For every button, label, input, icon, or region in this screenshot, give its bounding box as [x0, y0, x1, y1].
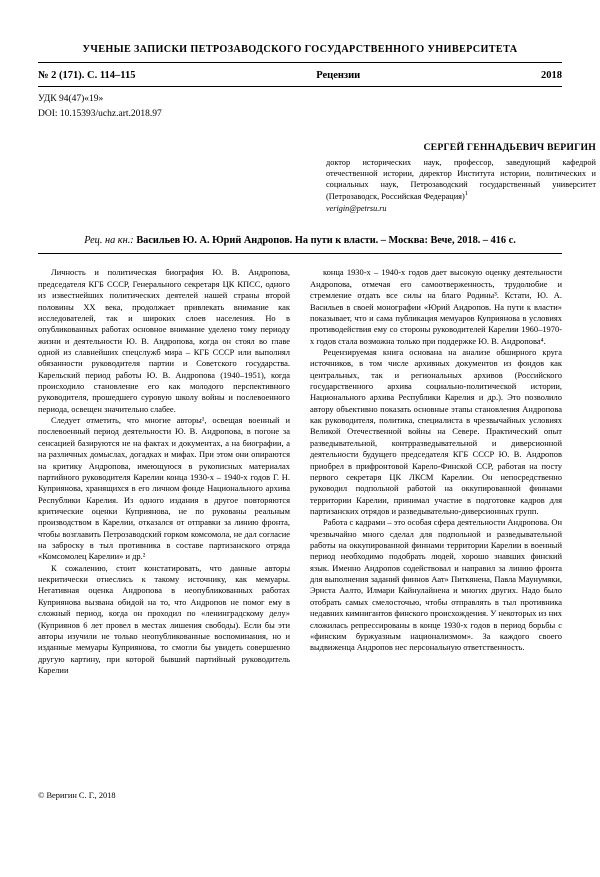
- udk-code: УДК 94(47)«19»: [38, 94, 104, 104]
- identifiers-block: [38, 93, 562, 122]
- doi-code[interactable]: DOI: 10.15393/uchz.art.2018.97: [38, 108, 162, 119]
- body-paragraph: Следует отметить, что многие авторы¹, освещая военный и послевоенный период деятельности Ю. В. Андропова, в погоне за сенсацией базируются не на фактах и документах, а на биографии, а на различных домыслах, догадках и мифах. При этом они опираются на критику Андропова, имеющуюся в рукописных материалах партийного руководителя Карелии конца 1930-х – 1940-х годов Г. Н. Куприянова, хранящихся в его личном фонде Национального архива Республики Карелия. Из одного издания в другое повторяются критические оценки Куприянова, не по рукованы реальным производством в Карелии, отказался от отправки за линию фронта, чтобы возглавить Петрозаводский горком комсомола, не дал согласие на заброску в тыл противника в составе партизанского отряда «Комсомолец Карелии» и др.²: [38, 415, 290, 562]
- journal-title: УЧЕНЫЕ ЗАПИСКИ ПЕТРОЗАВОДСКОГО ГОСУДАРСТВЕННОГО УНИВЕРСИТЕТА: [82, 44, 518, 55]
- review-citation: Васильев Ю. А. Юрий Андропов. На пути к власти. – Москва: Вече, 2018. – 416 с.: [136, 235, 516, 247]
- body-paragraph: конца 1930-х – 1940-х годов дает высокую оценку деятельности Андропова, отмечая его самоотверженность, трудолюбие и стремление отдать все силы на благо Родины³. Кстати, Ю. А. Васильев в своей монографии «Юрий Андропов. На пути к власти» показывает, что и сама публикация мемуаров Куприянова в условиях противодействия ему со стороны руководителей Карелии 1960–1970-х годов стала возможна только при поддержке Ю. В. Андропова⁴.: [310, 267, 562, 346]
- author-block: [326, 142, 596, 214]
- review-prefix: Рец. на кн.:: [84, 235, 134, 247]
- issue-year: 2018: [540, 70, 562, 81]
- body-paragraph: К сожалению, стоит констатировать, что данные авторы некритически отнеслись к такому источнику, как мемуары. Негативная оценка Андропова в неопубликованных работах Куприянова вызвана обидой на то, что Андропов не помог ему в сложный период, когда он проходил по «ленинградскому делу» (Куприянов 6 лет провел в местах лишения свободы). Если бы эти авторы изучили не только неопубликованные воспоминания, но и изданные мемуары Куприянова, то смогли бы увидеть совершенно другую картину, при которой бывший партийный руководитель Карелии: [38, 562, 290, 675]
- issue-number: № 2 (171). С. 114–115: [38, 70, 136, 81]
- section-name: Рецензии: [316, 70, 361, 81]
- book-rule: [38, 253, 562, 254]
- copyright-notice: © Веригин С. Г., 2018: [38, 791, 116, 800]
- body-paragraph: Рецензируемая книга основана на анализе обширного круга источников, в том числе архивных документов из фондов как центральных, так и региональных архивов (Российского государственного архива социально-политической истории, Национального архива Республики Карелия и др.). Это позволило автору объективно показать основные этапы становления Андропова как руководителя, политика, специалиста в чрезвычайных условиях Великой Отечественной войны на Севере. Практический опыт разведывательной, контрразведывательной и диверсионной деятельности будущего председателя КГБ СССР Ю. В. Андропов приобрел в прифронтовой Карело-Финской ССР, работая на посту первого секретаря ЦК ЛКСМ Карелии. Он непосредственно руководил подпольной работой на оккупированной финнами территории Карелии, принимал участие в подготовке кадров для партизанских отрядов и разведывательно-диверсионных групп.: [310, 346, 562, 516]
- author-email[interactable]: verigin@petrsu.ru: [326, 204, 387, 214]
- header-rule: [38, 62, 562, 63]
- issue-meta-row: [38, 70, 562, 81]
- author-affiliation: доктор исторических наук, профессор, заведующий кафедрой отечественной истории, директор Института истории, политических и социальных наук, Петрозаводский государственный университет (Петрозаводск, Российская Федерация)$^1$: [326, 157, 596, 201]
- author-name: СЕРГЕЙ ГЕННАДЬЕВИЧ ВЕРИГИН: [423, 141, 596, 153]
- body-paragraph: Личность и политическая биография Ю. В. Андропова, председателя КГБ СССР, Генерального секретаря ЦК КПСС, одного из известнейших политических деятелей нашей страны второй половины XX века, продолжает привлекать внимание как исследователей, так и широких слоев населения. Но в опубликованных работах основное внимание уделено тому периоду жизни и деятельности Ю. В. Андропова, когда он стоял во главе одной из славнейших спецслужб мира – КГБ СССР или выполнял обязанности руководителя партии и Советского государства. Карельский период работы Ю. В. Андропова (1940–1951), когда происходило становление его как молодого перспективного руководителя, прошедшего суровую школу войны и послевоенного периода, освещен значительно слабее.: [38, 267, 290, 414]
- meta-rule: [38, 86, 562, 87]
- affiliation-marker: 1: [464, 189, 468, 197]
- reviewed-book-line: [38, 235, 562, 246]
- body-paragraph: Работа с кадрами – это особая сфера деятельности Андропова. Он чрезвычайно много сделал для подпольной и разведывательной работы на оккупированной финнами территории Карелии в военный период необходимо подобрать людей, хорошо знавших финский язык. Именно Андропов содействовал и направил за линию фронта для выполнения заданий финнов Аат» Питкянена, Павла Маунумяки, Эрнста Аалто, Илмари Кайнулайнена и многих других. Надо было отобрать самых смелосточью, чтобы отправлять в тыл противника недавних кимнигантов финского происхождения. У некоторых из них сложилась репрессированы в конце 1930-х годов в период борьбы с «финским буржуазным национализмом». За каждого своего выдвиженца Андропов нес персональную ответственность.: [310, 517, 562, 653]
- article-body: [38, 267, 562, 877]
